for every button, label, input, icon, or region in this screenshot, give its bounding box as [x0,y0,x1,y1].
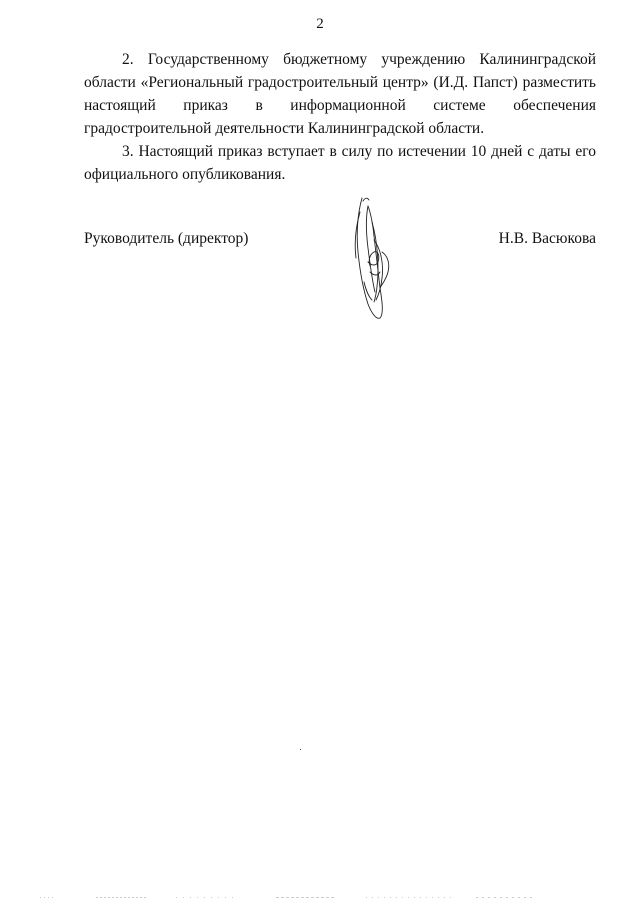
signatory-role: Руководитель (директор) [84,230,249,247]
handwritten-signature [338,192,408,327]
paragraph-item-3: 3. Настоящий приказ вступает в силу по истечении 10 дней с даты его официального опубликования. [84,143,596,183]
scan-artifact-dot [300,749,301,750]
document-body [84,48,596,186]
page-number: 2 [316,16,324,32]
scan-edge-noise [36,896,536,899]
paragraph-item-2: 2. Государственному бюджетному учреждению Калининградской области «Региональный градостроительный центр» (И.Д. Папст) разместить настоящий приказ в информационной системе обеспечения градостроительной деятельности Калининградской области. [84,51,596,137]
signatory-name: Н.В. Васюкова [498,230,596,247]
